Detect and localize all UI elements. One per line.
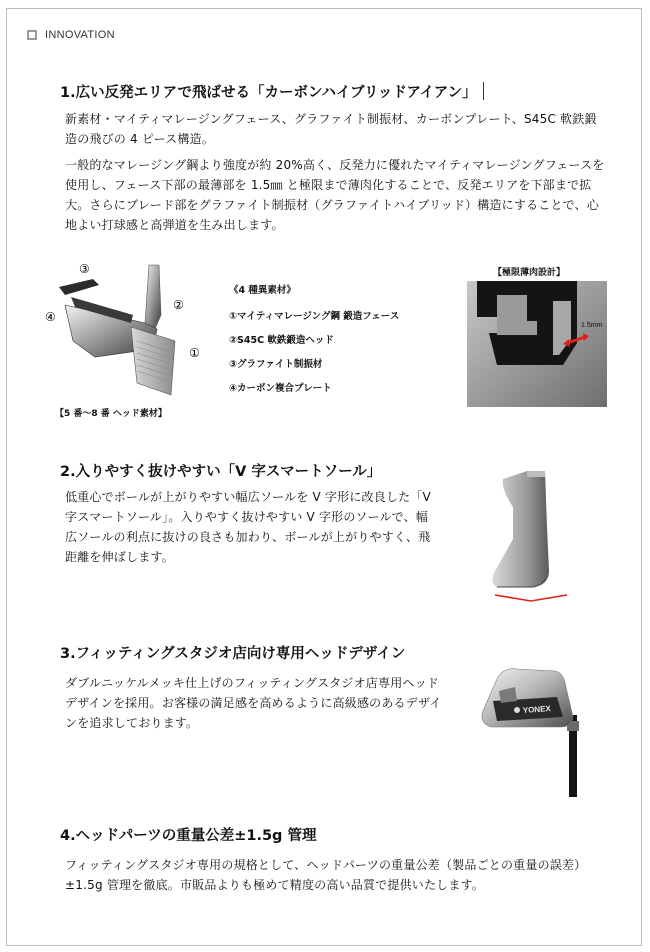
square-outline-icon [27,30,37,40]
v-shape-line [495,595,567,601]
iron-head-photo [477,661,587,797]
material-item: ②S45C 軟鉄鍛造ヘッド [229,335,334,346]
header-label: INNOVATION [45,29,115,41]
section2-title: 2.入りやすく抜けやすい「V 字スマートソール」 [60,464,382,480]
thin-wall-caption: 【極限薄肉設計】 [493,268,566,278]
exploded-head-illustration [35,245,215,415]
section4-paragraph: フィッティングスタジオ専用の規格として、ヘッドパーツの重量公差（製品ごとの重量の誤差）±1.5g 管理を徹底。市販品よりも極めて精度の高い品質で提供いたします。 [65,858,587,892]
measure-label: 1.5mm [581,322,603,329]
section1-title-text: 1.広い反発エリアで飛ばせる「カーボンハイブリッドアイアン」 [60,85,477,101]
section3-title: 3.フィッティングスタジオ店向け専用ヘッドデザイン [60,646,406,662]
section1-title [60,81,484,102]
marker-2: ② [173,298,184,312]
section1-paragraph-1: 新素材・マイティマレージングフェース、グラファイト制振材、カーボンプレート、S45C 軟鉄鍛造の飛びの 4 ピース構造。 [65,112,597,146]
material-item: ①マイティマレージング鋼 鍛造フェース [229,311,400,322]
section2-paragraph: 低重心でボールが上がりやすい幅広ソールを V 字形に改良した「V 字スマートソール」。入りやすく抜けやすい V 字形のソールで、幅広ソールの利点に抜けの良さも加わり、ボールが上がりやすく、飛距離を伸ばします。 [65,490,431,564]
materials-title: 《4 種異素材》 [229,285,296,296]
material-item: ③グラファイト制振材 [229,359,323,370]
section-header [27,29,115,41]
section3-paragraph: ダブルニッケルメッキ仕上げのフィッティングスタジオ店専用ヘッドデザインを採用。お客様の満足感を高めるように高級感のあるデザインを追求しております。 [65,676,442,730]
marker-3: ③ [79,262,90,276]
yonex-logo: YONEX [522,704,552,715]
page-frame [6,8,642,946]
thin-wall-cutaway-photo [467,281,607,407]
marker-4: ④ [45,310,56,324]
marker-1: ① [189,346,200,360]
v-sole-illustration [483,467,573,609]
material-item: ④カーボン複合プレート [229,383,332,394]
head-material-caption: 【5 番～8 番 ヘッド素材】 [55,409,167,419]
section4-title: 4.ヘッドパーツの重量公差±1.5g 管理 [60,828,317,844]
text-cursor [483,82,484,100]
section1-paragraph-2: 一般的なマレージング鋼より強度が約 20%高く、反発力に優れたマイティマレージングフェースを使用し、フェース下部の最薄部を 1.5㎜ と極限まで薄肉化することで、反発エリアを下部まで拡大。さらにブレード部をグラファイト制振材（グラファイトハイブリッド）構造にすることで、心地よい打球感と高弾道を生み出します。 [65,158,605,232]
